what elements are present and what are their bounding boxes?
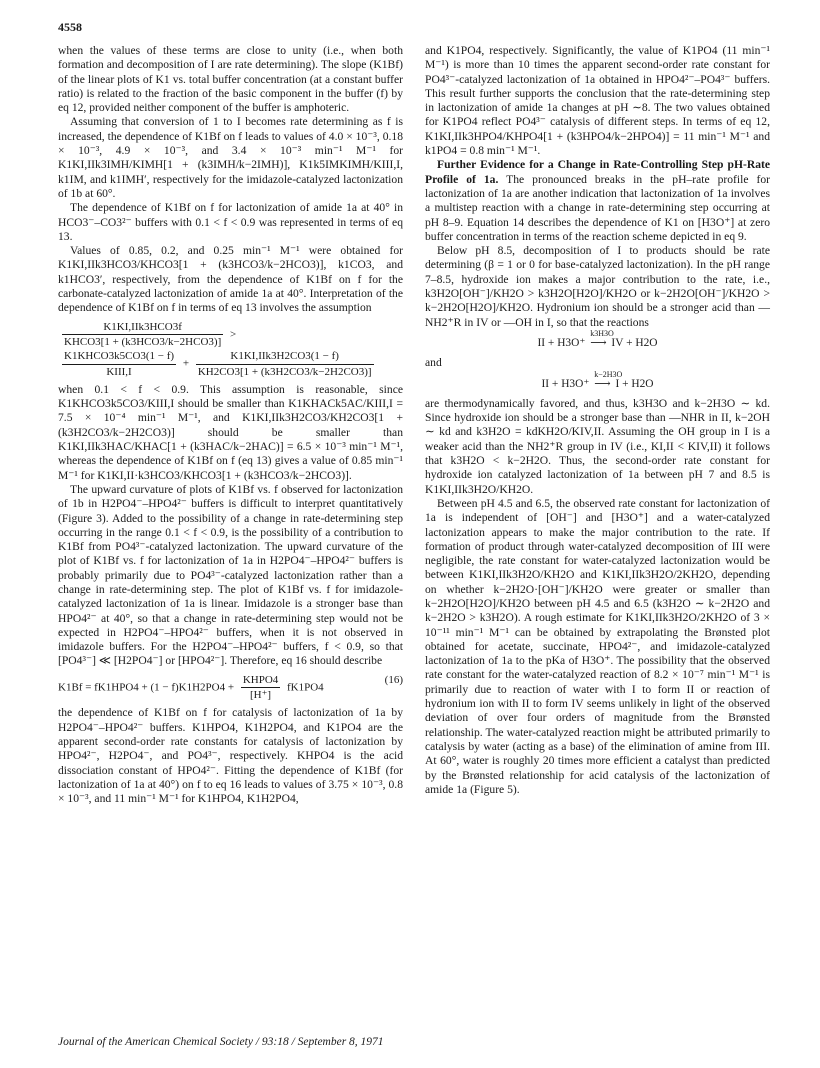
right-paragraph-2-wrapper	[425, 158, 770, 244]
left-paragraph-5: when 0.1 < f < 0.9. This assumption is reasonable, since K1KHCO3k5CO3/KIII,I should be smaller than K1KHACk5AC/KIII,I = 7.5 × 10⁻⁴ min⁻¹ M⁻¹, and K1KI,IIk3H2CO3/KH2CO3[1 + (k3H2CO3/k−2H2CO3)] should be smaller than K1KI,IIk3HAC/KHAC[1 + (k3HAC/k−2HAC)] = 6.5 × 10⁻³ min⁻¹ M⁻¹, whereas the dependence of K1Bf on f (eq 13) gives a value of 0.85 min⁻¹ M⁻¹ for K1KI,II·k3HCO3/KHCO3[1 + (k3HCO3/k−2HCO3)].	[58, 382, 403, 482]
equation-16	[58, 673, 403, 703]
equation-16-fraction	[241, 673, 280, 703]
and-text: and	[425, 356, 442, 370]
reaction-2-left: II + H3O⁺	[541, 377, 590, 390]
right-paragraph-3: Below pH 8.5, decomposition of I to products should be rate determining (β = 1 or 0 for base-catalyzed lactonization). In the pH range 7–8.5, hydroxide ion makes a major contribution to the rate, i.e., k3H2O[OH⁻]/KH2O > k3H2O[H2O]/KH2O or k−2H2O[OH⁻]/KH2O > k−2H2O[H2O]/KH2O. Hydronium ion should be a stronger acid than —NH2⁺R in IV or —OH in I, so that the reactions	[425, 244, 770, 329]
reaction-1-rate-constant: k3H3O	[590, 328, 614, 338]
inequality-b1-fraction	[62, 349, 176, 379]
left-paragraph-2: Assuming that conversion of 1 to I becomes rate determining as f is increased, the dependence of K1Bf on f leads to values of 4.0 × 10⁻³, 0.18 × 10⁻³, 4.9 × 10⁻³, and 3.4 × 10⁻³ min⁻¹ M⁻¹ for K1KI,IIk3IMH/KIMH[1 + (k3IMH/k−2IMH)], K1k5IMKIMH/KIII,I, k1IM, and k1IMH′, respectively for the imidazole-catalyzed lactonization of 1b at 60°.	[58, 115, 403, 200]
left-paragraph-1: when the values of these terms are close to unity (i.e., when both formation and decomposition of I are rate determining). The slope (K1Bf) of the linear plots of K1 vs. total buffer concentration (at a constant buffer ratio) is related to the fraction of the basic component in the buffer (f) by eq 12, provided neither component of the buffer is amphoteric.	[58, 44, 403, 115]
equation-16-lhs: K1Bf = fK1HPO4 + (1 − f)K1H2PO4 +	[58, 681, 235, 694]
right-column	[425, 44, 770, 797]
right-paragraph-1: and K1PO4, respectively. Significantly, the value of K1PO4 (11 min⁻¹ M⁻¹) is more than 10 times the apparent second-order rate constant for PO4³⁻-catalyzed lactonization of 1a obtained in HPO4²⁻–PO4³⁻ buffers. This result further supports the conclusion that the rate-determining step in lactonization of amide 1a changes at pH ∼8. The two values obtained for K1PO4 reflect PO4³⁻ catalysis of different steps. In terms of eq 12, K1KI,IIk3HPO4/KHPO4[1 + (k3HPO4/k−2HPO4)] = 11 min⁻¹ M⁻¹ and k1PO4 = 0.8 min⁻¹ M⁻¹.	[425, 44, 770, 158]
inequality-b2-numerator: K1KI,IIk3H2CO3(1 − f)	[196, 349, 374, 364]
reaction-1	[425, 328, 770, 350]
left-paragraph-6: The upward curvature of plots of K1Bf vs. f observed for lactonization of 1b in H2PO4⁻–HPO4²⁻ buffers is difficult to interpret quantitatively (Figure 3). Added to the possibility of a change in rate-determining step occurring in the range 0.1 < f < 0.9, is the possibility of a contribution to K1Bf from PO4³⁻-catalyzed lactonization. The upward curvature of the plot of K1Bf vs. f for lactonization of 1a in H2PO4⁻–HPO4²⁻ buffers is probably primarily due to PO4³⁻-catalyzed lactonization rather than a change in rate-determining step. The plot of K1Bf vs. f for imidazole-catalyzed lactonization of 1a is linear. Imidazole is a stronger base than HPO4²⁻ at 40°, so that a change in rate-determining step would not be expected in H2PO4⁻–HPO4²⁻ buffers, when it is not observed in imidazole buffers. For the H2PO4⁻–HPO4²⁻ buffers, f < 0.9, so that [PO4³⁻] ≪ [H2PO4⁻] or [HPO4²⁻]. Therefore, eq 16 should describe	[58, 482, 403, 668]
inequality-gt-sign: >	[229, 327, 237, 340]
equation-16-label: (16)	[384, 673, 403, 686]
right-paragraph-2: The pronounced breaks in the pH–rate profile for lactonization of 1a are another indication that lactonization of 1a involves a multistep reaction with a change in rate-determining step occurring at pH 8–9. Equation 14 describes the dependence of K1 on [H3O⁺] at zero buffer concentration in terms of the reaction scheme depicted in eq 9.	[425, 172, 770, 243]
right-paragraph-5: Between pH 4.5 and 6.5, the observed rate constant for lactonization of 1a is independent of [OH⁻] and [H3O⁺] and a water-catalyzed lactonization appears to make the major contribution to the rate. If formation of product through water-catalyzed decomposition of III were negligible, the rate constant for water-catalyzed lactonization would be between K1KI,IIk3H2O/KH2O and K1KI,IIk3H2O/2KH2O, depending on whether k−2H2O·[OH⁻]/KH2O were greater or smaller than k−2H2O[H2O]/KH2O between pH 4.5 and 6.5 (k3H2O ∼ k−2H2O and k−2H2O > k3H2O). A rough estimate for K1KI,IIk3H2O/2KH2O of 3 × 10⁻¹¹ min⁻¹ M⁻¹ can be obtained by extrapolating the Brønsted plot obtained for acetate, succinate, HPO4²⁻, and imidazole-catalyzed lactonization of 1a to the pKa of H3O⁺. The possibility that the observed rate constant for the water-catalyzed reaction of 8.2 × 10⁻⁷ min⁻¹ M⁻¹ is primarily due to reaction of water with I to form II or reaction of hydronium ion with II to form IV seems unlikely in light of the observed deviation of over four orders of magnitude from the Brønsted relationship. The water-catalyzed reaction might be attributed primarily to catalysis by water (acting as a base) of the elimination of amine from III. At 60°, water is roughly 20 times more efficient a catalyst than predicted by the Brønsted relationship for acid catalysis of the lactonization of amide 1a (Figure 5).	[425, 496, 770, 796]
equation-16-line	[58, 673, 403, 703]
reaction-1-right: IV + H2O	[611, 336, 658, 349]
reaction-2-rate-constant: k−2H3O	[594, 369, 623, 379]
equation-16-tail: fK1PO4	[287, 681, 324, 694]
reaction-1-left: II + H3O⁺	[537, 336, 586, 349]
left-paragraph-7: the dependence of K1Bf on f for catalysis of lactonization of 1a by H2PO4⁻–HPO4²⁻ buffers. K1HPO4, K1H2PO4, and K1PO4 are the apparent second-order rate constants for catalysis of lactonization by HPO4²⁻, H2PO4⁻, and PO4³⁻, respectively. KHPO4 is the acid dissociation constant of HPO4²⁻. Fitting the dependence of K1Bf (for lactonization of 1a at 40°) on f to eq 16 leads to values of 3.75 × 10⁻³, 0.8 × 10⁻³, and 11 min⁻¹ M⁻¹ for K1HPO4, K1H2PO4,	[58, 706, 403, 806]
reaction-2-arrow-icon: k−2H3O ⟶	[594, 369, 623, 390]
page-number: 4558	[58, 20, 82, 34]
right-paragraph-4: are thermodynamically favored, and thus, k3H3O and k−2H3O ∼ kd. Since hydroxide ion should be a stronger base than —NHR in II, k−2OH ∼ kd and k3H2O = kdKH2O/KIV,II. Assuming the OH group in I is a weaker acid than the NH2⁺R group in IV (i.e., KI,II < KIV,II) it follows that k3H2O < k−2H2O. Thus, the second-order rate constant for hydroxide ion catalyzed lactonization of 1a between pH 7 and 8.5 is K1KI,IIk3H2O/KH2O.	[425, 396, 770, 496]
inequality-block	[58, 320, 403, 379]
reaction-2-right: I + H2O	[615, 377, 654, 390]
left-column	[58, 44, 403, 806]
section-heading: Further Evidence for a Change in Rate-Controlling Step pH-Rate Profile of 1a.	[425, 158, 770, 186]
reaction-2	[425, 369, 770, 391]
inequality-top-fraction	[62, 320, 223, 350]
reaction-1-arrow-icon: k3H3O ⟶	[590, 328, 614, 349]
inequality-b2-fraction	[196, 349, 374, 379]
inequality-b2-denominator: KH2CO3[1 + (k3H2CO3/k−2H2CO3)]	[197, 365, 372, 378]
left-paragraph-3: The dependence of K1Bf on f for lactonization of amide 1a at 40° in HCO3⁻–CO3²⁻ buffers with 0.1 < f < 0.9 was represented in terms of eq 13.	[58, 201, 403, 243]
inequality-b1-numerator: K1KHCO3k5CO3(1 − f)	[62, 349, 176, 364]
inequality-top-numerator: K1KI,IIk3HCO3f	[62, 320, 223, 335]
inequality-plus-sign: +	[182, 357, 190, 370]
inequality-top-denominator: KHCO3[1 + (k3HCO3/k−2HCO3)]	[64, 335, 222, 348]
left-paragraph-4: Values of 0.85, 0.2, and 0.25 min⁻¹ M⁻¹ were obtained for K1KI,IIk3HCO3/KHCO3[1 + (k3HCO3/k−2HCO3)], k1CO3, and k1HCO3′, respectively, from the dependence of K1Bf on f for the carbonate-catalyzed lactonization of amide 1a at 40°. Interpretation of the dependence of K1Bf on f in terms of eq 13 involves the assumption	[58, 244, 403, 315]
inequality-b1-denominator: KIII,I	[106, 365, 132, 378]
equation-16-numerator: KHPO4	[241, 673, 280, 688]
journal-footer: Journal of the American Chemical Society / 93:18 / September 8, 1971	[58, 1036, 384, 1048]
inequality-bottom-line	[58, 349, 403, 379]
equation-16-denominator: [H⁺]	[250, 689, 272, 702]
inequality-top-line	[58, 320, 403, 350]
